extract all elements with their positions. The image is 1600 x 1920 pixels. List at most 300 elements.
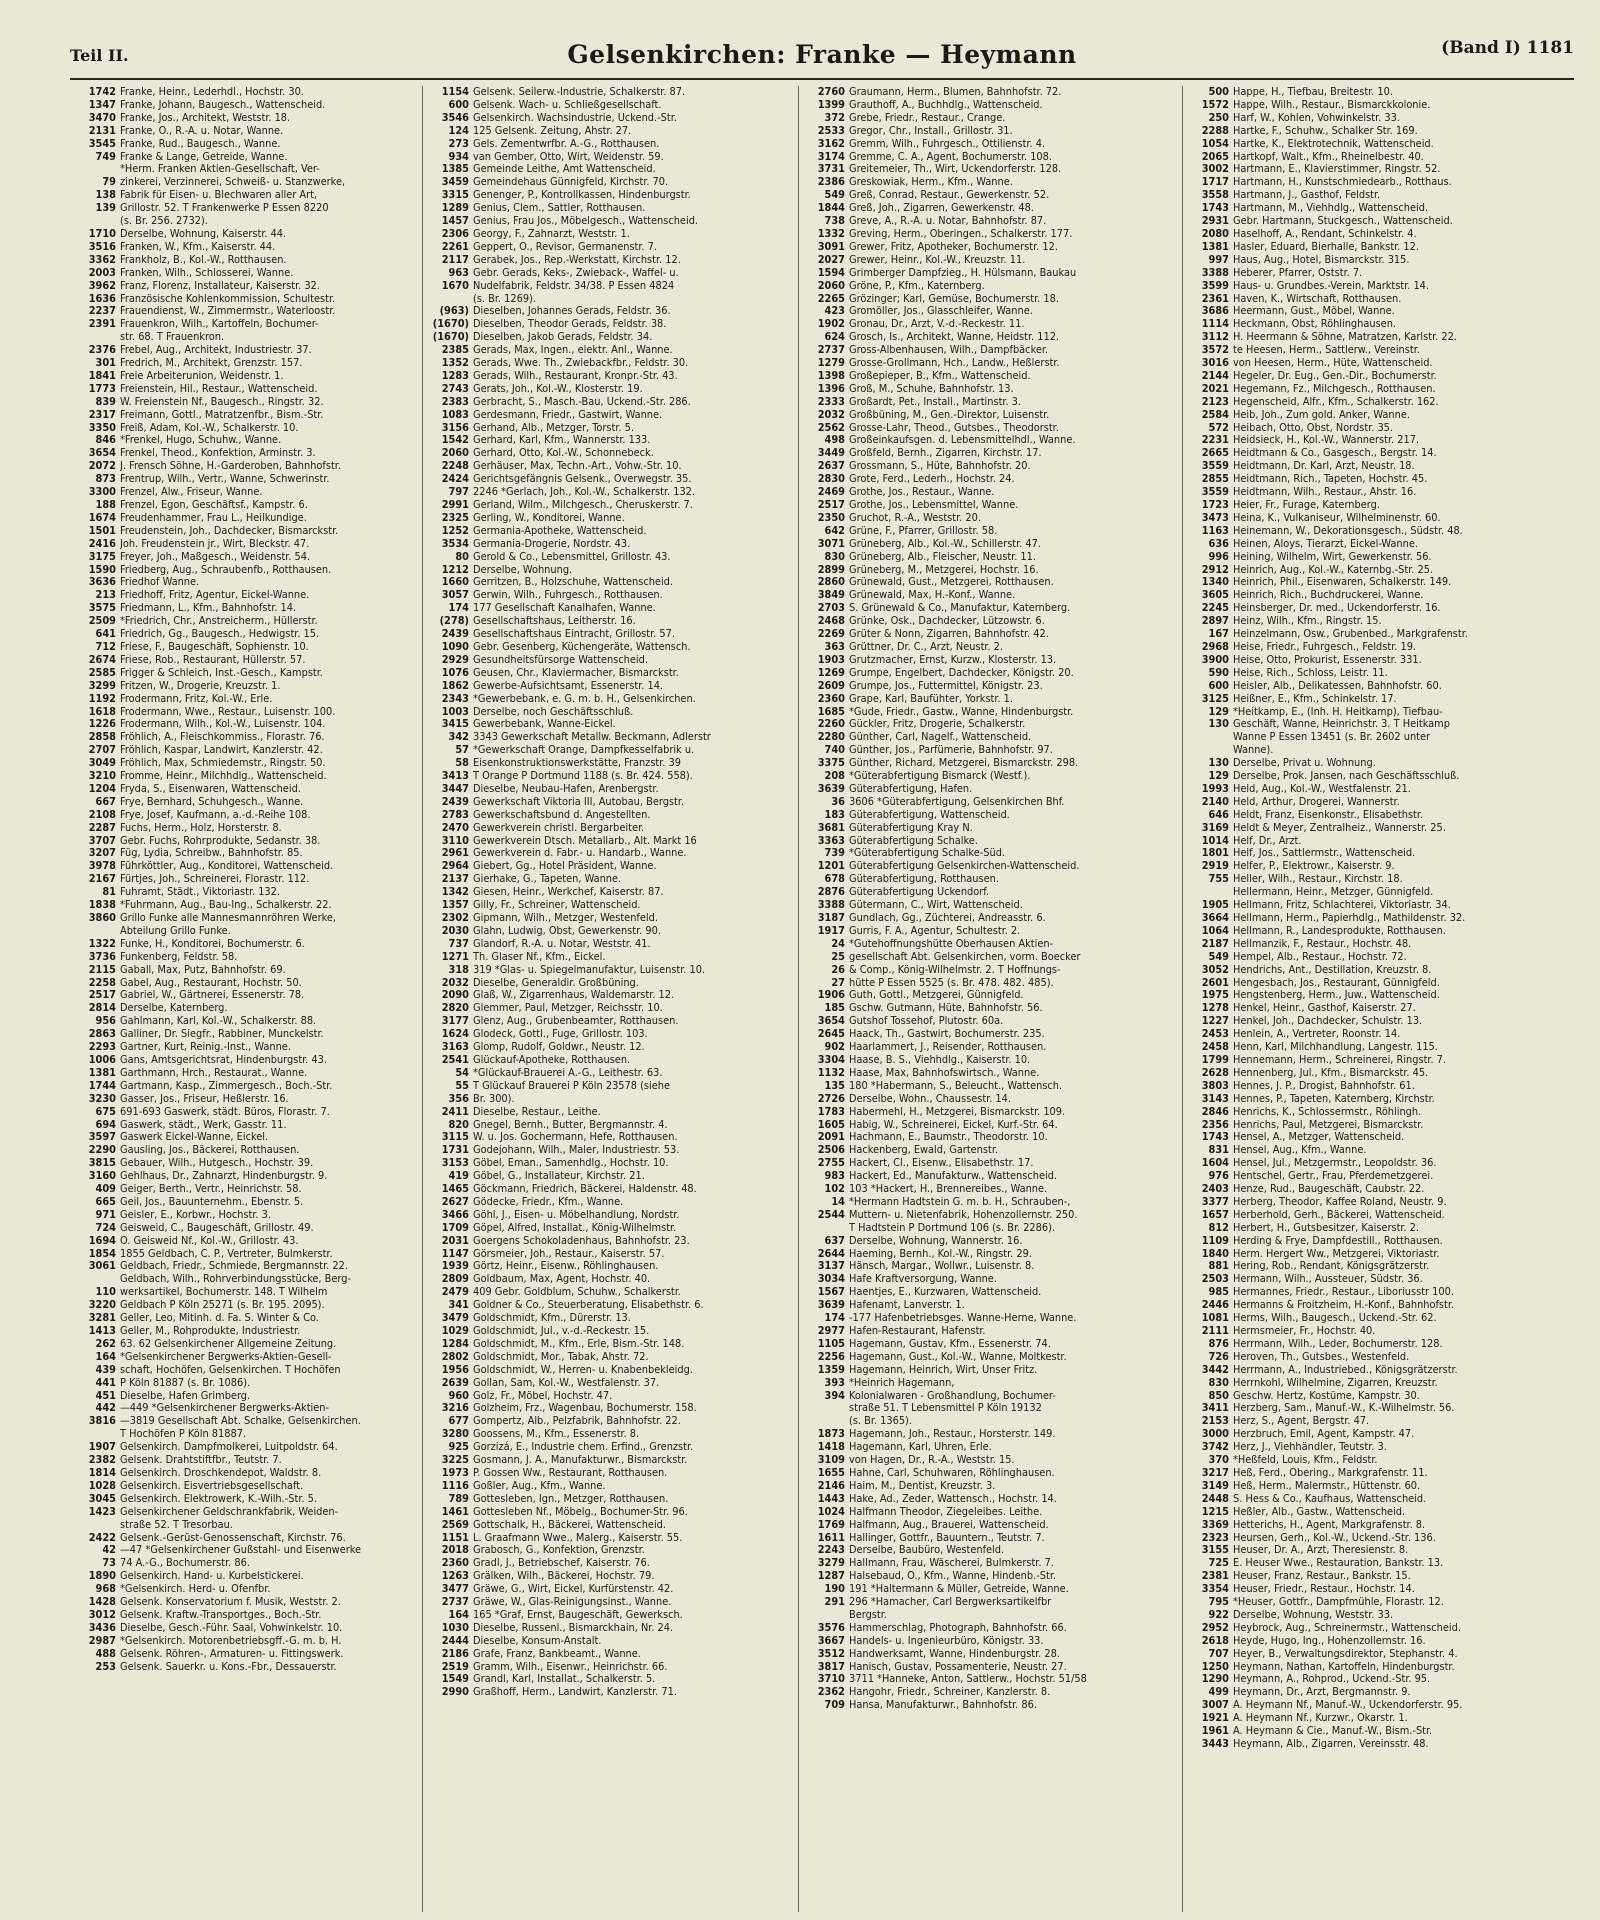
entry-text: Freyer, Joh., Maßgesch., Weidenstr. 54. [120, 550, 311, 563]
directory-entry [799, 576, 1179, 589]
directory-entry [799, 1054, 1179, 1067]
entry-text: Frye, Josef, Kaufmann, a.-d.-Reihe 108. [120, 808, 311, 821]
directory-entry [1183, 964, 1575, 977]
directory-entry [799, 912, 1179, 925]
entry-text: 103 *Hackert, H., Brennereibes., Wanne. [849, 1183, 1048, 1196]
directory-entry [70, 1080, 418, 1093]
entry-text: Gelsenkirch. Wachsindustrie, Ückend.-Str. [473, 111, 677, 124]
phone-number: 1132 [817, 1066, 845, 1079]
directory-entry [70, 770, 418, 783]
phone-number: 2072 [88, 460, 116, 473]
entry-text: Hentschel, Gertr., Frau, Pferdemetzgerei. [1233, 1170, 1434, 1183]
page-header [70, 30, 1574, 70]
directory-entry [799, 1235, 1179, 1248]
column-2 [422, 86, 795, 1912]
phone-number: 2846 [1201, 1105, 1229, 1118]
directory-entry [799, 1583, 1179, 1596]
phone-number: 1284 [441, 1337, 469, 1350]
phone-number: 301 [95, 357, 116, 370]
entry-text: Friese, Rob., Restaurant, Hüllerstr. 57. [120, 653, 306, 666]
phone-number: 2288 [1201, 124, 1229, 137]
directory-entry [70, 693, 418, 706]
phone-number: 2737 [441, 1596, 469, 1609]
entry-text: Haim, M., Dentist, Kreuzstr. 3. [849, 1479, 996, 1492]
entry-text: Groß, M., Schuhe, Bahnhofstr. 13. [849, 382, 1014, 395]
phone-number: 3686 [1201, 305, 1229, 318]
entry-text: Franken, W., Kfm., Kaiserstr. 44. [120, 240, 276, 253]
entry-text: Grillo Funke alle Mannesmannröhren Werke, [120, 912, 337, 924]
directory-entry [1183, 667, 1575, 680]
directory-entry [70, 886, 418, 899]
directory-entry [423, 1183, 795, 1196]
directory-entry [70, 1648, 418, 1661]
directory-entry [423, 1364, 795, 1377]
phone-number: 2381 [1201, 1570, 1229, 1583]
directory-entry [799, 551, 1179, 564]
directory-entry [70, 1622, 418, 1635]
entry-text: Henrichs, K., Schlossermstr., Röhlingh. [1233, 1105, 1422, 1118]
directory-entry [1183, 1041, 1575, 1054]
entry-text: Derselbe, Wohnung. [473, 563, 573, 576]
entry-text: Guth, Gottl., Metzgerei, Günnigfeld. [849, 989, 1024, 1002]
phone-number: 55 [455, 1079, 469, 1092]
directory-entry [70, 86, 418, 99]
directory-entry [1183, 1402, 1575, 1415]
phone-number: 1657 [1201, 1208, 1229, 1221]
directory-entry [423, 1054, 795, 1067]
entry-text: Gelsenk. Sauerkr. u. Kons.-Fbr., Dessauerstr. [120, 1660, 337, 1673]
phone-number: 441 [95, 1376, 116, 1389]
phone-number: 2919 [1201, 860, 1229, 873]
entry-text: Galliner, Dr. Siegfr., Rabbiner, Munckelstr. [120, 1028, 324, 1041]
entry-text: *Heitkamp, E., (Inh. H. Heitkamp), Tiefbau- [1233, 705, 1443, 718]
entry-text: (s. Br. 256. 2732). [120, 215, 208, 228]
directory-entry [799, 589, 1179, 602]
phone-number: 2287 [88, 821, 116, 834]
entry-text: Haack, Th., Gastwirt, Bochumerstr. 235. [849, 1028, 1045, 1041]
directory-entry [1183, 1196, 1575, 1209]
phone-number: 57 [455, 744, 469, 757]
entry-text: Gerhand, Alb., Metzger, Torstr. 5. [473, 421, 634, 434]
phone-number: 1921 [1201, 1712, 1229, 1725]
phone-number: 2964 [441, 860, 469, 873]
directory-entry [423, 215, 795, 228]
directory-entry [70, 473, 418, 486]
directory-entry [799, 1673, 1179, 1686]
phone-number: 2503 [1201, 1273, 1229, 1286]
entry-text: Fryda, S., Eisenwaren, Wattenscheid. [120, 782, 301, 795]
phone-number: 2506 [817, 1144, 845, 1157]
directory-entry [1183, 1467, 1575, 1480]
directory-entry [1183, 564, 1575, 577]
directory-entry [70, 396, 418, 409]
phone-number: 1594 [817, 266, 845, 279]
entry-text: 63. 62 Gelsenkirchener Allgemeine Zeitung. [120, 1337, 337, 1350]
phone-number: 3599 [1201, 279, 1229, 292]
phone-number: 2422 [88, 1531, 116, 1544]
entry-text: Derselbe, Wohnung, Kaiserstr. 44. [120, 227, 287, 240]
phone-number: 1290 [1201, 1673, 1229, 1686]
directory-entry [423, 925, 795, 938]
directory-entry [1183, 1377, 1575, 1390]
phone-number: 3442 [1201, 1363, 1229, 1376]
phone-number: 439 [95, 1363, 116, 1376]
phone-number: 1279 [817, 357, 845, 370]
phone-number: 1742 [88, 86, 116, 98]
entry-text: *Friedrich, Chr., Anstreicherm., Hüllerstr. [120, 615, 318, 628]
directory-entry [1183, 1067, 1575, 1080]
directory-entry [1183, 163, 1575, 176]
directory-entry [70, 138, 418, 151]
phone-number: 2424 [441, 473, 469, 486]
phone-number: 2382 [88, 1454, 116, 1467]
phone-number: 2760 [817, 86, 845, 98]
directory-entry [423, 964, 795, 977]
directory-entry [70, 977, 418, 990]
phone-number: 590 [1208, 666, 1229, 679]
directory-entry [1183, 1622, 1575, 1635]
entry-text: Heißner, E., Kfm., Schinkelstr. 17. [1233, 692, 1397, 705]
entry-text: Heinrich, Aug., Kol.-W., Katernbg.-Str. 25. [1233, 563, 1434, 576]
entry-text: Geldbach, Wilh., Rohrverbindungsstücke, Berg- [120, 1273, 351, 1286]
phone-number: 637 [824, 1234, 845, 1247]
entry-text: Großepieper, B., Kfm., Wattenscheid. [849, 369, 1031, 382]
directory-entry [70, 460, 418, 473]
directory-entry [1183, 447, 1575, 460]
entry-text: *Hermann Hadtstein G. m. b. H., Schrauben-, [849, 1195, 1071, 1208]
phone-number: 1841 [88, 369, 116, 382]
phone-number: 26 [831, 963, 845, 976]
phone-number: 1902 [817, 318, 845, 331]
directory-entry [799, 1622, 1179, 1635]
phone-number: 58 [455, 757, 469, 770]
entry-text: Habermehl, H., Metzgerei, Bismarckstr. 109. [849, 1105, 1066, 1118]
directory-entry [799, 512, 1179, 525]
directory-entry [423, 1260, 795, 1273]
directory-entry [423, 951, 795, 964]
entry-text: Genius, Clem., Sattler, Rotthausen. [473, 202, 646, 215]
entry-text: Gilly, Fr., Schreiner, Wattenscheid. [473, 899, 641, 912]
directory-entry [1183, 357, 1575, 370]
phone-number: 3315 [441, 189, 469, 202]
entry-text: Gerhard, Otto, Kol.-W., Schonnebeck. [473, 447, 654, 460]
phone-number: 2060 [441, 447, 469, 460]
directory-entry [423, 267, 795, 280]
phone-number: 3411 [1201, 1402, 1229, 1415]
entry-text: Gewerbebank, Wanne-Eickel. [473, 718, 616, 731]
phone-number: 2755 [817, 1157, 845, 1170]
entry-text: Gaswerk, städt., Werk, Gasstr. 11. [120, 1118, 287, 1131]
directory-entry [799, 1415, 1179, 1428]
phone-number [70, 215, 120, 228]
entry-text: Günther, Carl, Nagelf., Wattenscheid. [849, 731, 1032, 744]
directory-entry [1183, 1338, 1575, 1351]
entry-text: Graßhoff, Herm., Landwirt, Kanzlerstr. 71. [473, 1686, 677, 1699]
entry-text: Dieselben, Johannes Gerads, Feldstr. 36. [473, 305, 671, 318]
directory-entry [70, 280, 418, 293]
entry-text: Heuser, Franz, Restaur., Bankstr. 15. [1233, 1570, 1411, 1583]
entry-text: Germania-Drogerie, Nordstr. 43. [473, 537, 631, 550]
entry-text: Heise, Otto, Prokurist, Essenerstr. 331. [1233, 653, 1422, 666]
phone-number: 968 [95, 1583, 116, 1596]
phone-number: 2665 [1201, 447, 1229, 460]
phone-number [799, 1415, 849, 1428]
phone-number: 749 [95, 150, 116, 163]
entry-text: Güterabfertigung, Rotthausen. [849, 873, 999, 886]
entry-text: —449 *Gelsenkirchener Bergwerks-Aktien- [120, 1402, 330, 1415]
directory-entry [70, 615, 418, 628]
phone-number: 2258 [88, 976, 116, 989]
phone-number: 3575 [88, 602, 116, 615]
directory-entry [799, 1067, 1179, 1080]
phone-number: 1385 [441, 163, 469, 176]
phone-number: 737 [448, 937, 469, 950]
directory-entry [799, 744, 1179, 757]
entry-text: Haselhoff, A., Rendant, Schinkelstr. 4. [1233, 227, 1417, 240]
phone-number: 3162 [817, 137, 845, 150]
directory-entry [70, 1351, 418, 1364]
directory-entry [423, 576, 795, 589]
phone-number: 2031 [441, 1234, 469, 1247]
entry-text: Derselbe, Wohnung, Wannerstr. 16. [849, 1234, 1023, 1247]
phone-number: 1801 [1201, 847, 1229, 860]
directory-entry [70, 331, 418, 344]
directory-entry [423, 1390, 795, 1403]
entry-text: Hegemann, Fz., Milchgesch., Rotthausen. [1233, 382, 1436, 395]
entry-text: schaft, Hochöfen, Gelsenkirchen. T Hochöfen [120, 1363, 341, 1376]
phone-number: 393 [824, 1376, 845, 1389]
directory-entry [1183, 1428, 1575, 1441]
directory-entry [70, 1299, 418, 1312]
entry-text: Hartmann, H., Kunstschmiedearb., Rotthaus. [1233, 176, 1452, 189]
directory-entry [423, 796, 795, 809]
entry-text: Franke, Jos., Architekt, Weststr. 18. [120, 111, 291, 124]
entry-text: Frauenkron, Wilh., Kartoffeln, Bochumer- [120, 318, 319, 331]
directory-entry [1183, 886, 1575, 899]
phone-number: 174 [448, 602, 469, 615]
phone-number: 2446 [1201, 1299, 1229, 1312]
directory-columns [70, 86, 1574, 1912]
phone-number: 3137 [817, 1260, 845, 1273]
entry-text: Grüneberg, M., Metzgerei, Hochstr. 16. [849, 563, 1039, 576]
directory-entry [423, 86, 795, 99]
phone-number: 3052 [1201, 963, 1229, 976]
phone-number: 2060 [817, 279, 845, 292]
entry-text: Hegenscheid, Alfr., Kfm., Schalkerstr. 162. [1233, 395, 1439, 408]
phone-number: 549 [824, 189, 845, 202]
entry-text: Goldschmidt, M., Kfm., Erle, Bism.-Str. 148. [473, 1337, 685, 1350]
entry-text: Hartmann, E., Klavierstimmer, Ringstr. 52. [1233, 163, 1441, 176]
page-number: (Band I) 1181 [1441, 38, 1574, 58]
phone-number: 3175 [88, 550, 116, 563]
entry-text: Göbel, Eman., Samenhdlg., Hochstr. 10. [473, 1157, 669, 1170]
phone-number: 960 [448, 1389, 469, 1402]
directory-entry [423, 835, 795, 848]
entry-text: Gewerkverein Dtsch. Metallarb., Alt. Markt 16 [473, 834, 697, 847]
directory-entry [70, 680, 418, 693]
directory-entry [70, 1312, 418, 1325]
entry-text: Grälken, Wilh., Bäckerei, Hochstr. 79. [473, 1570, 655, 1583]
phone-number: 419 [448, 1170, 469, 1183]
entry-text: Görsmeier, Joh., Restaur., Kaiserstr. 57. [473, 1247, 665, 1260]
entry-text: Gregor, Chr., Install., Grillostr. 31. [849, 124, 1013, 137]
entry-text: Frenzel, Egon, Geschäftsf., Kampstr. 6. [120, 499, 308, 511]
entry-text: Hegeler, Dr. Eug., Gen.-Dir., Bochumerstr. [1233, 369, 1437, 382]
entry-text: Haus- u. Grundbes.-Verein, Marktstr. 14. [1233, 279, 1430, 292]
entry-text: Güterabfertigung, Wattenscheid. [849, 808, 1010, 821]
entry-text: Goergens Schokoladenhaus, Bahnhofstr. 23. [473, 1234, 690, 1247]
entry-text: Fuhramt, Städt., Viktoriastr. 132. [120, 886, 280, 899]
entry-text: Hafenamt, Lanverstr. 1. [849, 1299, 965, 1312]
phone-number: 3230 [88, 1092, 116, 1105]
directory-entry [423, 99, 795, 112]
entry-text: Grossmann, S., Hüte, Bahnhofstr. 20. [849, 460, 1031, 473]
directory-entry [799, 344, 1179, 357]
directory-entry [423, 1377, 795, 1390]
phone-number: 1461 [441, 1505, 469, 1518]
phone-number: 2977 [817, 1325, 845, 1337]
entry-text: Gottesleben Nf., Möbelg., Bochumer-Str. 96. [473, 1505, 688, 1518]
phone-number: 2403 [1201, 1183, 1229, 1196]
entry-text: Grandl, Karl, Installat., Schalkerstr. 5. [473, 1673, 656, 1686]
directory-entry [799, 654, 1179, 667]
directory-entry [1183, 1209, 1575, 1222]
entry-text: Gückler, Fritz, Drogerie, Schalkerstr. [849, 718, 1026, 731]
entry-text: Hellmann, R., Landesprodukte, Rotthausen. [1233, 924, 1446, 937]
phone-number: 1572 [1201, 98, 1229, 111]
phone-number: 3413 [441, 770, 469, 783]
entry-text: Harf, W., Kohlen, Vohwinkelstr. 33. [1233, 111, 1400, 124]
directory-entry [799, 1157, 1179, 1170]
entry-text: Gesellschaftshaus Eintracht, Grillostr. 57. [473, 628, 675, 641]
entry-text: Heckmann, Obst, Röhlinghausen. [1233, 318, 1397, 331]
phone-number: 795 [1208, 1596, 1229, 1609]
entry-text: Greskowiak, Herm., Kfm., Wanne. [849, 176, 1013, 189]
entry-text: Gaswerk Eickel-Wanne, Eickel. [120, 1131, 269, 1144]
entry-text: Gebr. Gesenberg, Küchengeräte, Wattensch. [473, 640, 691, 653]
phone-number: 1151 [441, 1531, 469, 1544]
entry-text: O. Geisweid Nf., Kol.-W., Grillostr. 43. [120, 1234, 299, 1247]
entry-text: Heß, Ferd., Obering., Markgrafenstr. 11. [1233, 1466, 1428, 1479]
directory-entry [1183, 1712, 1575, 1725]
directory-entry [70, 344, 418, 357]
phone-number: 1147 [441, 1247, 469, 1260]
directory-entry [423, 447, 795, 460]
phone-number: 1542 [441, 434, 469, 447]
directory-entry [799, 1364, 1179, 1377]
entry-text: Henn, Karl, Milchhandlung, Langestr. 115. [1233, 1041, 1438, 1054]
directory-entry [1183, 1596, 1575, 1609]
entry-text: Glahn, Ludwig, Obst, Gewerkenstr. 90. [473, 924, 661, 937]
entry-text: Heinrich, Phil., Eisenwaren, Schalkerstr. 149. [1233, 576, 1452, 589]
phone-number: (1670) [432, 318, 469, 331]
phone-number: 2356 [1201, 1118, 1229, 1131]
directory-entry [423, 847, 795, 860]
entry-text: Grape, Karl, Baufühter, Yorkstr. 1. [849, 692, 1013, 705]
entry-text: *Gutehoffnungshütte Oberhausen Aktien- [849, 937, 1054, 950]
directory-entry [423, 344, 795, 357]
entry-text: Haarlammert, J., Reisender, Rotthausen. [849, 1041, 1047, 1054]
directory-entry [423, 770, 795, 783]
entry-text: Friese, F., Baugeschäft, Sophienstr. 10. [120, 640, 309, 653]
phone-number: 724 [95, 1221, 116, 1234]
directory-entry [1183, 1183, 1575, 1196]
entry-text: Gelsenk. Kraftw.-Transportges., Boch.-Str. [120, 1608, 322, 1621]
phone-number: 2383 [441, 395, 469, 408]
directory-entry [799, 1519, 1179, 1532]
directory-entry [1183, 693, 1575, 706]
directory-entry [70, 409, 418, 422]
entry-text: Funke, H., Konditorei, Bochumerstr. 6. [120, 937, 305, 950]
entry-text: 177 Gesellschaft Kanalhafen, Wanne. [473, 602, 656, 615]
phone-number: 1163 [1201, 524, 1229, 537]
phone-number: 2137 [441, 873, 469, 886]
directory-entry [70, 1041, 418, 1054]
directory-entry [1183, 1506, 1575, 1519]
directory-entry [423, 254, 795, 267]
phone-number: 3636 [88, 576, 116, 589]
directory-entry [70, 267, 418, 280]
phone-number: 2248 [441, 460, 469, 473]
phone-number: 138 [95, 189, 116, 202]
entry-text: Hackert, Ed., Manufakturw., Wattenscheid. [849, 1170, 1058, 1183]
directory-entry [70, 589, 418, 602]
phone-number: 2987 [88, 1634, 116, 1647]
directory-entry [1183, 576, 1575, 589]
phone-number: 2167 [88, 873, 116, 886]
entry-text: Grosse-Grollmann, Hch., Landw., Heßlerstr. [849, 357, 1060, 370]
entry-text: Geisweid, C., Baugeschäft, Grillostr. 49. [120, 1221, 314, 1234]
phone-number: 963 [448, 266, 469, 279]
phone-number: 2317 [88, 408, 116, 421]
directory-entry [423, 1299, 795, 1312]
entry-text: Gosmann, J. A., Manufakturwr., Bismarckstr. [473, 1454, 688, 1467]
phone-number: 3125 [1201, 692, 1229, 705]
entry-text: Gremme, C. A., Agent, Bochumerstr. 108. [849, 150, 1053, 163]
entry-text: Hellmann, Fritz, Schlachterei, Viktoriastr. 34. [1233, 899, 1451, 912]
phone-number: 3279 [817, 1557, 845, 1570]
entry-text: J. Frensch Söhne, H.-Garderoben, Bahnhofstr. [120, 460, 341, 473]
directory-entry [423, 822, 795, 835]
entry-text: Hensel, Jul., Metzgermstr., Leopoldstr. 36. [1233, 1157, 1437, 1170]
entry-text: Grumpe, Jos., Futtermittel, Königstr. 23. [849, 679, 1043, 692]
entry-text: Gelsenk.-Gerüst-Genossenschaft, Kirchstr. 76. [120, 1531, 346, 1544]
entry-text: Gross-Albenhausen, Wilh., Dampfbäcker. [849, 344, 1049, 357]
directory-entry [1183, 718, 1575, 731]
entry-text: Hafe Kraftversorgung, Wanne. [849, 1273, 997, 1286]
entry-text: Fröhlich, Max, Schmiedemstr., Ringstr. 50. [120, 757, 326, 770]
entry-text: Frenzel, Alw., Friseur, Wanne. [120, 486, 263, 499]
phone-number: 2644 [817, 1247, 845, 1260]
phone-number: 1003 [441, 705, 469, 718]
directory-entry [70, 1390, 418, 1403]
phone-number: 2386 [817, 176, 845, 189]
directory-entry [1183, 1170, 1575, 1183]
directory-entry [70, 731, 418, 744]
directory-entry [1183, 615, 1575, 628]
phone-number: 3354 [1201, 1583, 1229, 1596]
entry-text: Gromöller, Jos., Glasschleifer, Wanne. [849, 305, 1033, 318]
directory-entry [423, 615, 795, 628]
phone-number: 110 [95, 1286, 116, 1299]
directory-entry [70, 1364, 418, 1377]
phone-number: 2245 [1201, 602, 1229, 615]
entry-text: Hennenberg, Jul., Kfm., Bismarckstr. 45. [1233, 1066, 1429, 1079]
directory-entry [1183, 602, 1575, 615]
phone-number: 3817 [817, 1660, 845, 1673]
directory-entry [423, 1519, 795, 1532]
entry-text: 319 *Glas- u. Spiegelmanufaktur, Luisenstr. 10. [473, 963, 706, 976]
